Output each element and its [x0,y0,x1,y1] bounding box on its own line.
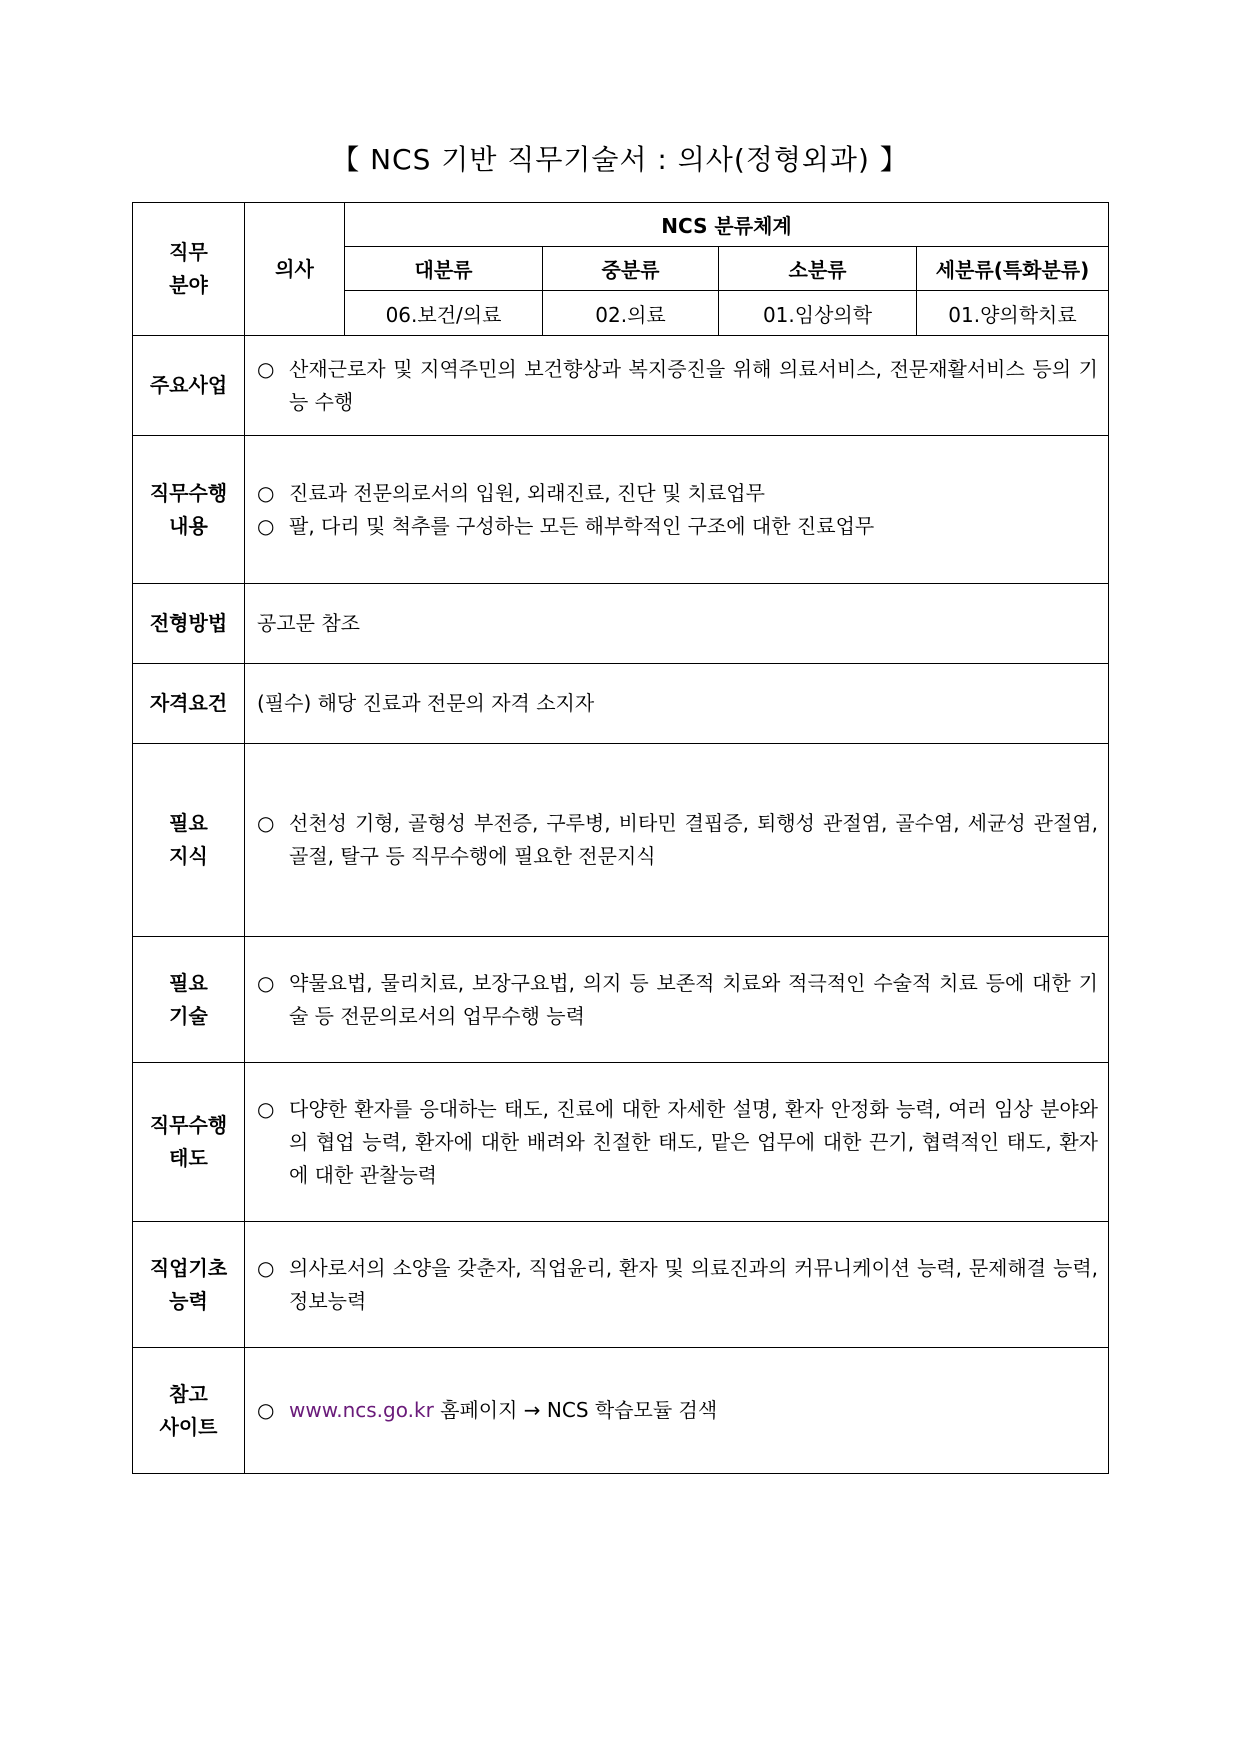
row-basic-ability [133,1222,1109,1348]
selection-text: 공고문 참조 [257,611,360,635]
bullet-circle-icon: ○ [257,513,275,538]
skills-content [245,937,1109,1063]
main-business-label [133,336,245,436]
value-major: 06.보건/의료 [345,291,543,336]
bullet-circle-icon: ○ [257,480,275,505]
main-business-label-text: 주요사업 [149,373,228,397]
duties-label-text: 직무수행 내용 [149,480,228,538]
job-description-table [132,202,1109,1474]
attitude-label [133,1063,245,1222]
reference-item [257,1394,1098,1427]
value-detail: 01.양의학치료 [917,291,1109,336]
skills-label-text: 필요 기술 [169,970,208,1028]
bullet-circle-icon: ○ [257,1096,275,1121]
row-skills [133,937,1109,1063]
bullet-circle-icon: ○ [257,811,275,835]
duties-content [245,436,1109,584]
qualification-text: (필수) 해당 진료과 전문의 자격 소지자 [257,691,595,715]
selection-label [133,584,245,664]
reference-content [245,1348,1109,1474]
basic-ability-content [245,1222,1109,1348]
attitude-label-text: 직무수행 태도 [149,1113,228,1170]
row-qualification [133,664,1109,744]
row-knowledge [133,744,1109,937]
qualification-label [133,664,245,744]
selection-label-text: 전형방법 [149,611,228,635]
skills-item: ○ 약물요법, 물리치료, 보장구요법, 의지 등 보존적 치료와 적극적인 수술적 치료 등에 대한 기술 등 전문의로서의 업무수행 능력 [257,967,1098,1033]
main-business-content [245,336,1109,436]
ncs-classification-label: NCS 분류체계 [661,214,792,238]
basic-ability-item: ○ 의사로서의 소양을 갖춘자, 직업윤리, 환자 및 의료진과의 커뮤니케이션 능력, 문제해결 능력, 정보능력 [257,1252,1098,1318]
duties-item: ○ 팔, 다리 및 척추를 구성하는 모든 해부학적인 구조에 대한 진료업무 [257,510,1098,543]
knowledge-label [133,744,245,937]
row-attitude [133,1063,1109,1222]
knowledge-item: ○ 선천성 기형, 골형성 부전증, 구루병, 비타민 결핍증, 퇴행성 관절염, 골수염, 세균성 관절염, 골절, 탈구 등 직무수행에 필요한 전문지식 [257,807,1098,873]
job-field-label [133,203,245,336]
col-header-major: 대분류 [345,247,543,291]
bullet-circle-icon: ○ [257,970,275,995]
bullet-circle-icon: ○ [257,1255,275,1280]
attitude-item: ○ 다양한 환자를 응대하는 태도, 진료에 대한 자세한 설명, 환자 안정화 능력, 여러 임상 분야와의 협업 능력, 환자에 대한 배려와 친절한 태도, 맡은 업무에 대한 끈기, 협력적인 태도, 환자에 대한 관찰능력 [257,1093,1098,1192]
value-middle: 02.의료 [543,291,719,336]
row-main-business [133,336,1109,436]
basic-ability-label [133,1222,245,1348]
skills-label [133,937,245,1063]
knowledge-content [245,744,1109,937]
bullet-circle-icon: ○ [257,356,275,381]
ncs-classification-header [345,203,1109,247]
bullet-circle-icon: ○ [257,1398,275,1422]
job-field-value-text: 의사 [275,256,314,281]
row-duties [133,436,1109,584]
qualification-content [245,664,1109,744]
reference-label-text: 참고 사이트 [159,1381,218,1439]
duties-label [133,436,245,584]
col-header-middle: 중분류 [543,247,719,291]
job-field-label-text: 직무 분야 [169,240,208,297]
duties-item: ○ 진료과 전문의로서의 입원, 외래진료, 진단 및 치료업무 [257,477,1098,510]
basic-ability-label-text: 직업기초 능력 [149,1255,228,1313]
reference-label [133,1348,245,1474]
col-header-minor: 소분류 [719,247,917,291]
qualification-label-text: 자격요건 [149,691,228,715]
reference-text: 홈페이지 → NCS 학습모듈 검색 [440,1398,718,1422]
row-reference [133,1348,1109,1474]
row-selection [133,584,1109,664]
selection-content [245,584,1109,664]
main-business-item: ○ 산재근로자 및 지역주민의 보건향상과 복지증진을 위해 의료서비스, 전문재활서비스 등의 기능 수행 [257,353,1098,419]
col-header-detail: 세분류(특화분류) [917,247,1109,291]
knowledge-label-text: 필요 지식 [169,811,208,868]
ncs-site-link[interactable]: www.ncs.go.kr [289,1398,434,1422]
value-minor: 01.임상의학 [719,291,917,336]
attitude-content [245,1063,1109,1222]
page-title: 【 NCS 기반 직무기술서 : 의사(정형외과) 】 [331,143,909,176]
job-field-value [245,203,345,336]
